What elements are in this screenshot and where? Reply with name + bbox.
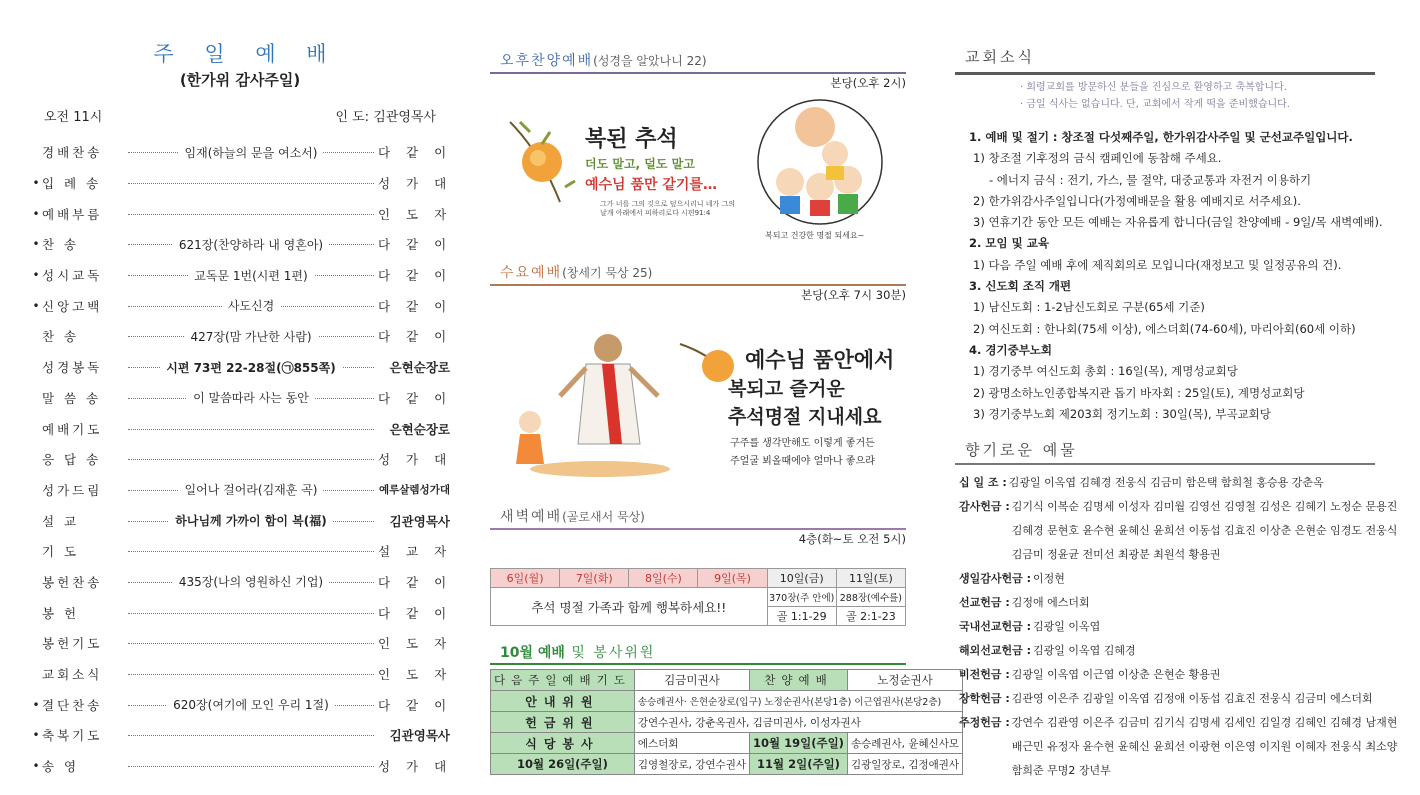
passage-10: 골 1:1-29 bbox=[767, 607, 836, 626]
afternoon-location: 본당(오후 2시) bbox=[830, 76, 906, 90]
offering-names bbox=[1010, 495, 1398, 567]
dot-leader bbox=[128, 635, 374, 651]
dot-leader bbox=[128, 328, 374, 344]
wednesday-illustration bbox=[490, 304, 906, 486]
date-2-names: 김영철장로, 강연수권사 bbox=[634, 754, 749, 775]
order-row bbox=[30, 137, 453, 168]
offering-names-line: 김정애 에스더회 bbox=[1011, 596, 1090, 610]
news-item: - 에너지 금식 : 전기, 가스, 물 절약, 대중교통과 자전거 이용하기 bbox=[989, 172, 1312, 187]
order-item-responsible: 예루살렘성가대 bbox=[378, 484, 450, 497]
offering-row bbox=[955, 639, 1375, 663]
dot-leader bbox=[128, 144, 374, 160]
dot-leader bbox=[128, 727, 374, 743]
service-title-pre: 10월 예배 bbox=[500, 645, 565, 661]
order-item-responsible: 인 도 자 bbox=[378, 667, 453, 683]
offering-label: 해외선교헌금 : bbox=[959, 644, 1031, 658]
offering-names-line: 강연수 김관영 이은주 김금미 김기식 김명세 김세인 김일경 김혜인 김혜경 남재현 bbox=[1011, 716, 1398, 730]
offering-row bbox=[955, 663, 1375, 687]
news-item: 1) 창조절 기후정의 금식 캠페인에 동참해 주세요. bbox=[973, 151, 1222, 166]
offering-label: 주정헌금 : bbox=[959, 716, 1010, 730]
holiday-note: 추석 명절 가족과 함께 행복하세요!! bbox=[491, 588, 768, 626]
offering-row bbox=[955, 471, 1375, 495]
offering-names-line: 김광일 이옥엽 김혜경 bbox=[1032, 644, 1136, 658]
hymn-10: 370장(주 안에) bbox=[767, 588, 836, 607]
wed-art-line-1: 예수님 품안에서 bbox=[745, 348, 895, 372]
order-item-content: 435장(나의 영원하신 기업) bbox=[173, 573, 329, 590]
offering-names-line: 함희준 무명2 장년부 bbox=[1011, 764, 1111, 778]
news-rule bbox=[955, 72, 1375, 75]
order-item-responsible: 다 같 이 bbox=[378, 697, 453, 713]
dot-leader bbox=[128, 206, 374, 222]
offering-names bbox=[1007, 471, 1324, 495]
services-column bbox=[490, 50, 960, 771]
offering-names-line: 이정현 bbox=[1032, 572, 1065, 586]
service-title bbox=[500, 642, 655, 662]
order-item-responsible: 다 같 이 bbox=[378, 390, 453, 406]
bullet: • bbox=[32, 237, 40, 252]
greeting-line-2: · 금일 식사는 없습니다. 단, 교회에서 작게 떡을 준비했습니다. bbox=[1020, 99, 1290, 110]
order-row bbox=[30, 168, 453, 199]
offering-names bbox=[1010, 591, 1090, 615]
dot-leader bbox=[128, 574, 374, 590]
offering-label: 장학헌금 : bbox=[959, 692, 1010, 706]
dot-leader bbox=[128, 543, 374, 559]
offering-label: 국내선교헌금 : bbox=[959, 620, 1031, 634]
date-2: 10월 26일(주일) bbox=[491, 754, 635, 775]
offering-row bbox=[955, 495, 1398, 567]
offering-label: 감사헌금 : bbox=[959, 500, 1010, 514]
dot-leader bbox=[128, 482, 374, 498]
hymn-11: 288장(예수를) bbox=[836, 588, 905, 607]
date-1-names: 송승례권사, 윤혜신사모 bbox=[847, 733, 962, 754]
dawn-location: 4층(화~토 오전 5시) bbox=[798, 532, 906, 546]
date-1: 10월 19일(주일) bbox=[749, 733, 847, 754]
order-item-name: 경배찬송 bbox=[42, 145, 103, 161]
order-row bbox=[30, 597, 453, 628]
worship-title: 주 일 예 배 bbox=[153, 42, 339, 66]
order-item-responsible: 다 같 이 bbox=[378, 145, 453, 161]
art-heading: 복된 추석 bbox=[585, 127, 678, 152]
order-row bbox=[30, 659, 453, 690]
offering-names-line: 김광일 이옥엽 김혜경 전웅식 김금미 함은택 함희철 홍승용 강춘옥 bbox=[1008, 476, 1324, 490]
dot-leader bbox=[128, 451, 374, 467]
afternoon-title bbox=[490, 50, 906, 72]
dot-leader bbox=[128, 236, 374, 252]
dot-leader bbox=[128, 513, 374, 529]
news-item: 1. 예배 및 절기 : 창조절 다섯째주일, 한가위감사주일 및 군선교주일입니다. bbox=[969, 130, 1353, 144]
day-11: 11일(토) bbox=[836, 569, 905, 588]
order-item-name: 설 교 bbox=[42, 513, 80, 529]
order-item-name: 축복기도 bbox=[42, 728, 103, 744]
dot-leader bbox=[128, 267, 374, 283]
service-title-post: 및 봉사위원 bbox=[571, 645, 656, 661]
order-row bbox=[30, 198, 453, 229]
order-row bbox=[30, 290, 453, 321]
news-item: 3. 신도회 조직 개편 bbox=[969, 279, 1072, 294]
order-item-content: 시편 73편 22-28절(㉠855쪽) bbox=[160, 359, 341, 376]
offering-names-line: 김광일 이옥엽 이근엽 이상춘 은현순 황용권 bbox=[1011, 668, 1221, 682]
order-item-responsible: 성 가 대 bbox=[378, 759, 453, 775]
news-item: 2) 광명소하노인종합복지관 돕기 바자회 : 25일(토), 계명성교회당 bbox=[973, 385, 1305, 400]
news-greeting bbox=[955, 79, 1375, 113]
order-item-name: 신앙고백 bbox=[42, 298, 103, 314]
wed-art-line-3: 추석명절 지내세요 bbox=[728, 406, 882, 428]
art-verse: 그가 너를 그의 깃으로 덮으시리니 네가 그의 날개 아래에서 피하리로다 시편91:4 bbox=[600, 200, 736, 217]
news-item: 3) 연휴기간 동안 모든 예배는 자유롭게 합니다(금일 찬양예배 - 9일/목 새벽예배). bbox=[973, 215, 1383, 230]
service-rule bbox=[490, 663, 906, 665]
offering-row bbox=[955, 711, 1398, 783]
dot-leader bbox=[128, 666, 374, 682]
news-item: 1) 남신도회 : 1-2남신도회로 구분(65세 기준) bbox=[973, 300, 1205, 315]
order-item-name: 결단찬송 bbox=[42, 697, 103, 713]
news-item: 1) 다음 주일 예배 후에 제직회의로 모입니다(재정보고 및 일정공유의 건). bbox=[973, 257, 1342, 272]
order-row bbox=[30, 536, 453, 567]
dawn-subtitle: (골로새서 묵상) bbox=[562, 510, 645, 524]
order-item-name: 기 도 bbox=[42, 544, 80, 560]
order-item-name: 봉헌기도 bbox=[42, 636, 103, 652]
order-item-name: 응 답 송 bbox=[42, 452, 102, 468]
order-row bbox=[30, 260, 453, 291]
dot-leader bbox=[128, 758, 374, 774]
order-item-responsible: 다 같 이 bbox=[378, 329, 453, 345]
offering-label: 비전헌금 : bbox=[959, 668, 1010, 682]
order-item-responsible: 다 같 이 bbox=[378, 268, 453, 284]
bullet: • bbox=[32, 176, 40, 191]
bullet: • bbox=[32, 206, 40, 221]
order-item-responsible: 은현순장로 bbox=[389, 360, 450, 376]
dot-leader bbox=[128, 605, 374, 621]
meal-names: 에스더회 bbox=[634, 733, 749, 754]
offering-label: 선교헌금 : bbox=[959, 596, 1010, 610]
order-row bbox=[30, 444, 453, 475]
dawn-title-text: 새벽예배 bbox=[500, 509, 563, 525]
order-item-name: 봉헌찬송 bbox=[42, 574, 103, 590]
wednesday-title-text: 수요예배 bbox=[500, 265, 563, 281]
bullet: • bbox=[32, 697, 40, 712]
order-item-content: 임재(하늘의 문을 여소서) bbox=[179, 144, 324, 161]
offering-names bbox=[1031, 567, 1065, 591]
offering-names-line: 김관영 이은주 김광일 이옥엽 김정애 이동섭 김효진 전웅식 김금미 에스더회 bbox=[1011, 692, 1373, 706]
bullet: • bbox=[32, 759, 40, 774]
order-item-name: 교회소식 bbox=[42, 667, 103, 683]
order-item-content: 427장(맘 가난한 사람) bbox=[184, 328, 317, 345]
order-row bbox=[30, 475, 450, 506]
order-item-content: 621장(찬양하라 내 영혼아) bbox=[173, 236, 329, 253]
offerings-rule bbox=[955, 463, 1375, 465]
dot-leader bbox=[128, 175, 374, 191]
news-item: 1) 경기중부 여신도회 총회 : 16일(목), 계명성교회당 bbox=[973, 364, 1238, 379]
offering-row bbox=[955, 615, 1375, 639]
offering-names bbox=[1010, 687, 1373, 711]
offering-names bbox=[1010, 663, 1221, 687]
news-list bbox=[955, 127, 1383, 425]
news-title: 교회소식 bbox=[965, 48, 1035, 66]
dot-leader bbox=[128, 359, 374, 375]
day-10: 10일(금) bbox=[767, 569, 836, 588]
day-6: 6일(월) bbox=[491, 569, 560, 588]
worship-time: 오전 11시 bbox=[44, 110, 103, 125]
offering-names bbox=[1031, 639, 1136, 663]
order-row bbox=[30, 689, 453, 720]
order-item-name: 봉 헌 bbox=[42, 605, 80, 621]
order-row bbox=[30, 720, 450, 751]
offering-label: 십 일 조 : bbox=[959, 476, 1007, 490]
dawn-schedule-table bbox=[490, 568, 906, 626]
order-row bbox=[30, 383, 453, 414]
wed-art-line-4: 구주를 생각만해도 이렇게 좋거든 bbox=[730, 438, 875, 449]
order-item-responsible: 성 가 대 bbox=[378, 176, 453, 192]
order-row bbox=[30, 352, 450, 383]
order-item-responsible: 다 같 이 bbox=[378, 298, 453, 314]
order-item-name: 성가드림 bbox=[42, 482, 103, 498]
order-item-content: 이 말씀따라 사는 동안 bbox=[187, 389, 315, 406]
order-row bbox=[30, 628, 453, 659]
bullet: • bbox=[32, 268, 40, 283]
day-8: 8일(수) bbox=[629, 569, 698, 588]
wednesday-location: 본당(오후 7시 30분) bbox=[801, 288, 906, 302]
offering-names bbox=[1010, 711, 1398, 783]
usher-label: 안내위원 bbox=[491, 691, 635, 712]
day-7: 7일(화) bbox=[560, 569, 629, 588]
order-item-responsible: 은현순장로 bbox=[389, 421, 450, 437]
meal-label: 식당봉사 bbox=[491, 733, 635, 754]
order-item-content: 사도신경 bbox=[222, 297, 280, 314]
next-prayer-name: 김금미권사 bbox=[634, 670, 749, 691]
order-item-responsible: 다 같 이 bbox=[378, 237, 453, 253]
passage-11: 골 2:1-23 bbox=[836, 607, 905, 626]
wed-art-line-5: 주얼굴 뵈올때에야 얼마나 좋으랴 bbox=[730, 456, 875, 467]
offering-names-line: 김광일 이옥엽 bbox=[1032, 620, 1101, 634]
afternoon-illustration bbox=[490, 92, 906, 252]
offering-row bbox=[955, 687, 1375, 711]
order-item-content: 620장(여기에 모인 우리 1절) bbox=[167, 696, 335, 713]
order-item-name: 송 영 bbox=[42, 759, 80, 775]
order-item-name: 입 례 송 bbox=[42, 176, 102, 192]
dot-leader bbox=[128, 421, 374, 437]
order-item-content: 일어나 걸어라(김재훈 곡) bbox=[179, 481, 324, 498]
bullet: • bbox=[32, 728, 40, 743]
offering-names bbox=[1031, 615, 1100, 639]
dot-leader bbox=[128, 390, 374, 406]
offering-names-line: 배근민 유정자 윤수현 윤혜신 윤희선 이광현 이은영 이지원 이혜자 전웅식 최소양 bbox=[1011, 740, 1398, 754]
order-item-responsible: 다 같 이 bbox=[378, 574, 453, 590]
offering-names-line: 김금미 정윤균 전미선 최광분 최원석 황용권 bbox=[1011, 548, 1221, 562]
dot-leader bbox=[128, 697, 374, 713]
art-caption: 복되고 건강한 명절 되세요~ bbox=[765, 231, 865, 240]
wednesday-title bbox=[490, 262, 906, 284]
news-item: 2. 모임 및 교육 bbox=[969, 236, 1049, 251]
order-of-service bbox=[30, 137, 453, 781]
date-3-names: 김광일장로, 김정애권사 bbox=[847, 754, 962, 775]
afternoon-title-text: 오후찬양예배 bbox=[500, 53, 594, 69]
news-item: 2) 한가위감사주일입니다(가정예배문을 활용 예배지로 서주세요). bbox=[973, 193, 1301, 208]
offerings-list bbox=[955, 471, 1398, 783]
wed-art-line-2: 복되고 즐거운 bbox=[728, 378, 845, 400]
order-row bbox=[30, 413, 450, 444]
afternoon-subtitle: (성경을 알았나니 22) bbox=[593, 54, 707, 68]
offering-label: 헌금위원 bbox=[491, 712, 635, 733]
order-item-name: 예배부름 bbox=[42, 206, 103, 222]
usher-names: 송승례권사· 은현순장로(입구) 노정순권사(본당1층) 이근엽권사(본당2층) bbox=[634, 691, 962, 712]
order-item-name: 말 씀 송 bbox=[42, 390, 102, 406]
order-item-name: 찬 송 bbox=[42, 237, 80, 253]
service-table bbox=[490, 669, 963, 775]
offering-row bbox=[955, 591, 1375, 615]
next-prayer-label: 다음주일예배기도 bbox=[491, 670, 635, 691]
order-row bbox=[30, 751, 453, 782]
news-item: 2) 여신도회 : 한나회(75세 이상), 에스더회(74-60세), 마리아회(60세 이하) bbox=[973, 321, 1356, 336]
praise-label: 찬양예배 bbox=[749, 670, 847, 691]
order-item-responsible: 김관영목사 bbox=[389, 513, 450, 529]
offering-names-line: 김혜경 문현호 윤수현 윤혜신 윤희선 이동섭 김효진 이상춘 은현순 임경도 전웅식 bbox=[1011, 524, 1398, 538]
order-item-responsible: 인 도 자 bbox=[378, 206, 453, 222]
offering-names-line: 김기식 이복순 김명세 이성자 김미월 김영선 김영철 김성은 김혜기 노정순 문용진 bbox=[1011, 500, 1398, 514]
art-line-1: 더도 말고, 덜도 말고 bbox=[585, 157, 695, 171]
order-row bbox=[30, 321, 453, 352]
order-item-responsible: 설 교 자 bbox=[378, 544, 453, 560]
order-item-name: 성시교독 bbox=[42, 268, 103, 284]
order-item-responsible: 다 같 이 bbox=[378, 605, 453, 621]
chuseok-illustration bbox=[490, 92, 906, 252]
order-item-name: 성경봉독 bbox=[42, 360, 103, 376]
order-item-content: 교독문 1번(시편 1편) bbox=[188, 267, 313, 284]
order-item-content: 하나님께 가까이 함이 복(福) bbox=[169, 512, 332, 529]
date-3: 11월 2일(주일) bbox=[749, 754, 847, 775]
order-item-responsible: 성 가 대 bbox=[378, 452, 453, 468]
news-item: 4. 경기중부노회 bbox=[969, 342, 1053, 357]
offering-label: 생일감사헌금 : bbox=[959, 572, 1031, 586]
day-9: 9일(목) bbox=[698, 569, 767, 588]
offering-names: 강연수권사, 강춘옥권사, 김금미권사, 이성자권사 bbox=[634, 712, 962, 733]
praise-name: 노정순권사 bbox=[847, 670, 962, 691]
order-item-responsible: 김관영목사 bbox=[389, 728, 450, 744]
greeting-line-1: · 회령교회를 방문하신 분들을 진심으로 환영하고 축복합니다. bbox=[1020, 82, 1287, 93]
news-item: 3) 경기중부노회 제203회 정기노회 : 30일(목), 부곡교회당 bbox=[973, 406, 1271, 421]
wednesday-subtitle: (창세기 묵상 25) bbox=[562, 266, 653, 280]
offering-row bbox=[955, 567, 1375, 591]
bullet: • bbox=[32, 298, 40, 313]
offerings-title: 향기로운 예물 bbox=[965, 441, 1078, 460]
dawn-title bbox=[490, 506, 906, 528]
sunday-worship-column bbox=[30, 40, 453, 775]
dot-leader bbox=[128, 298, 374, 314]
art-line-2: 예수님 품만 같기를… bbox=[585, 177, 717, 193]
order-row bbox=[30, 567, 453, 598]
order-item-responsible: 인 도 자 bbox=[378, 636, 453, 652]
news-column bbox=[955, 46, 1398, 783]
order-item-name: 예배기도 bbox=[42, 421, 103, 437]
order-row bbox=[30, 505, 450, 536]
order-row bbox=[30, 229, 453, 260]
worship-leader: 인 도: 김관영목사 bbox=[335, 110, 436, 125]
order-item-name: 찬 송 bbox=[42, 329, 80, 345]
worship-subtitle: (한가위 감사주일) bbox=[179, 71, 301, 89]
